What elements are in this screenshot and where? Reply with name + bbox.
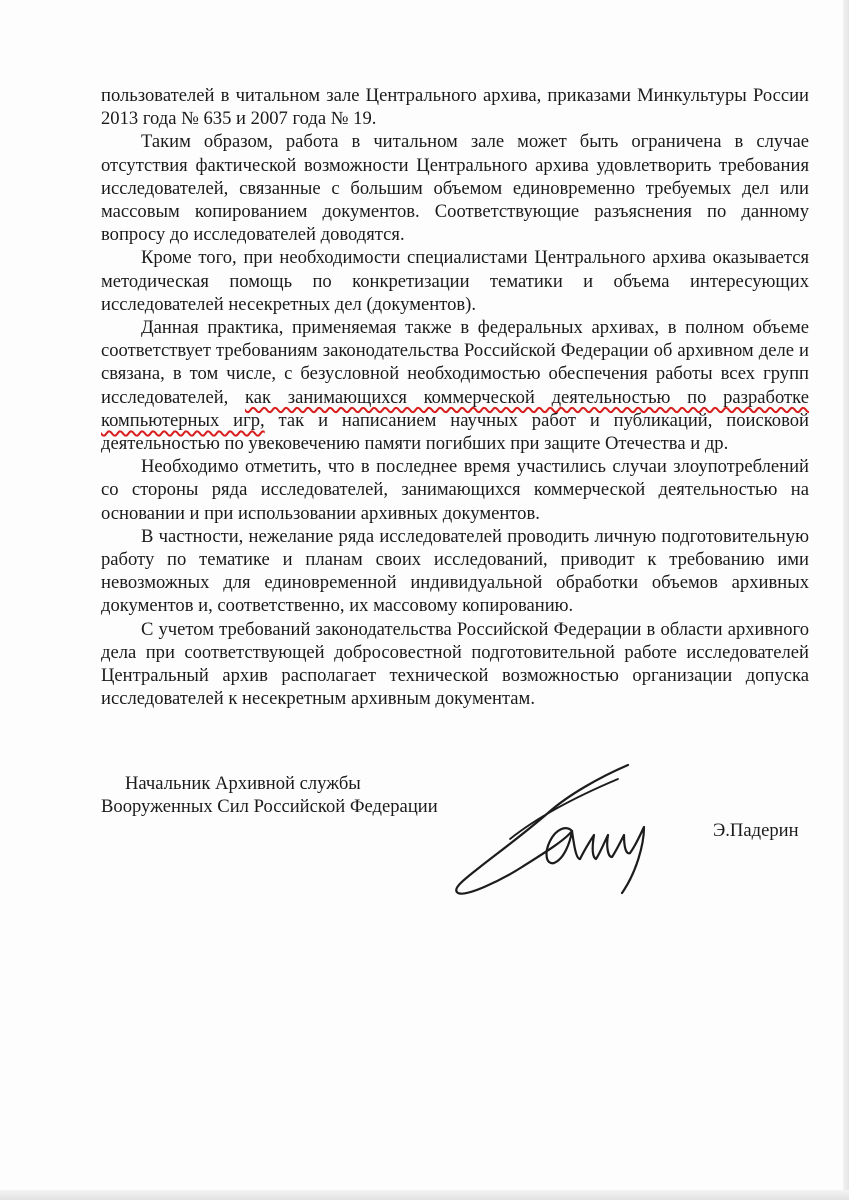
letter-body (101, 84, 809, 710)
scan-edge-right (843, 0, 849, 1200)
highlighted-phrase: как занимающихся коммерческой деятельностью по разработке компьютерных игр, (101, 386, 809, 431)
paragraph-1: пользователей в читальном зале Центрального архива, приказами Минкультуры России 2013 года № 635 и 2007 года № 19. (101, 85, 809, 130)
paragraph-4-start: Данная практика, применяемая также в федеральных архивах, в полном объеме соответствует требованиям законодательства Российской Федерации об архивном деле и связана, в том числе, с безусловной необходимостью обеспечения работы всех групп исследователей, (101, 317, 809, 408)
signatory-title-line-1: Начальник Архивной службы (125, 773, 361, 794)
paragraph-6: В частности, нежелание ряда исследователей проводить личную подготовительную работу по тематике и планам своих исследований, приводит к требованию ими невозможных для единовременной индивидуальной обработки объемов архивных документов и, соответственно, их массовому копированию. (101, 525, 809, 617)
scan-edge-bottom (0, 1190, 849, 1200)
signatory-name: Э.Падерин (713, 820, 799, 841)
paragraph-5: Необходимо отметить, что в последнее время участились случаи злоупотреблений со стороны ряда исследователей, занимающихся коммерческой деятельностью на основании и при использовании архивных документов. (101, 456, 809, 524)
handwritten-signature-icon (440, 755, 670, 905)
paragraph-4-end: так и написанием научных работ и публикаций, поисковой деятельностью по увековечению памяти погибших при защите Отечества и др. (101, 409, 809, 455)
paragraph-3: Кроме того, при необходимости специалистами Центрального архива оказывается методическая помощь по конкретизации тематики и объема интересующих исследователей несекретных дел (документов). (101, 247, 809, 315)
paragraph-7: С учетом требований законодательства Российской Федерации в области архивного дела при соответствующей добросовестной подготовительной работе исследователей Центральный архив располагает технической возможностью организации допуска исследователей к несекретным архивным документам. (101, 618, 809, 710)
signatory-title-line-2: Вооруженных Сил Российской Федерации (101, 796, 438, 817)
paragraph-2: Таким образом, работа в читальном зале может быть ограничена в случае отсутствия фактической возможности Центрального архива удовлетворить требования исследователей, связанные с большим объемом единовременно требуемых дел или массовым копированием документов. Соответствующие разъяснения по данному вопросу до исследователей доводятся. (101, 131, 809, 246)
paragraph-4 (101, 316, 809, 455)
